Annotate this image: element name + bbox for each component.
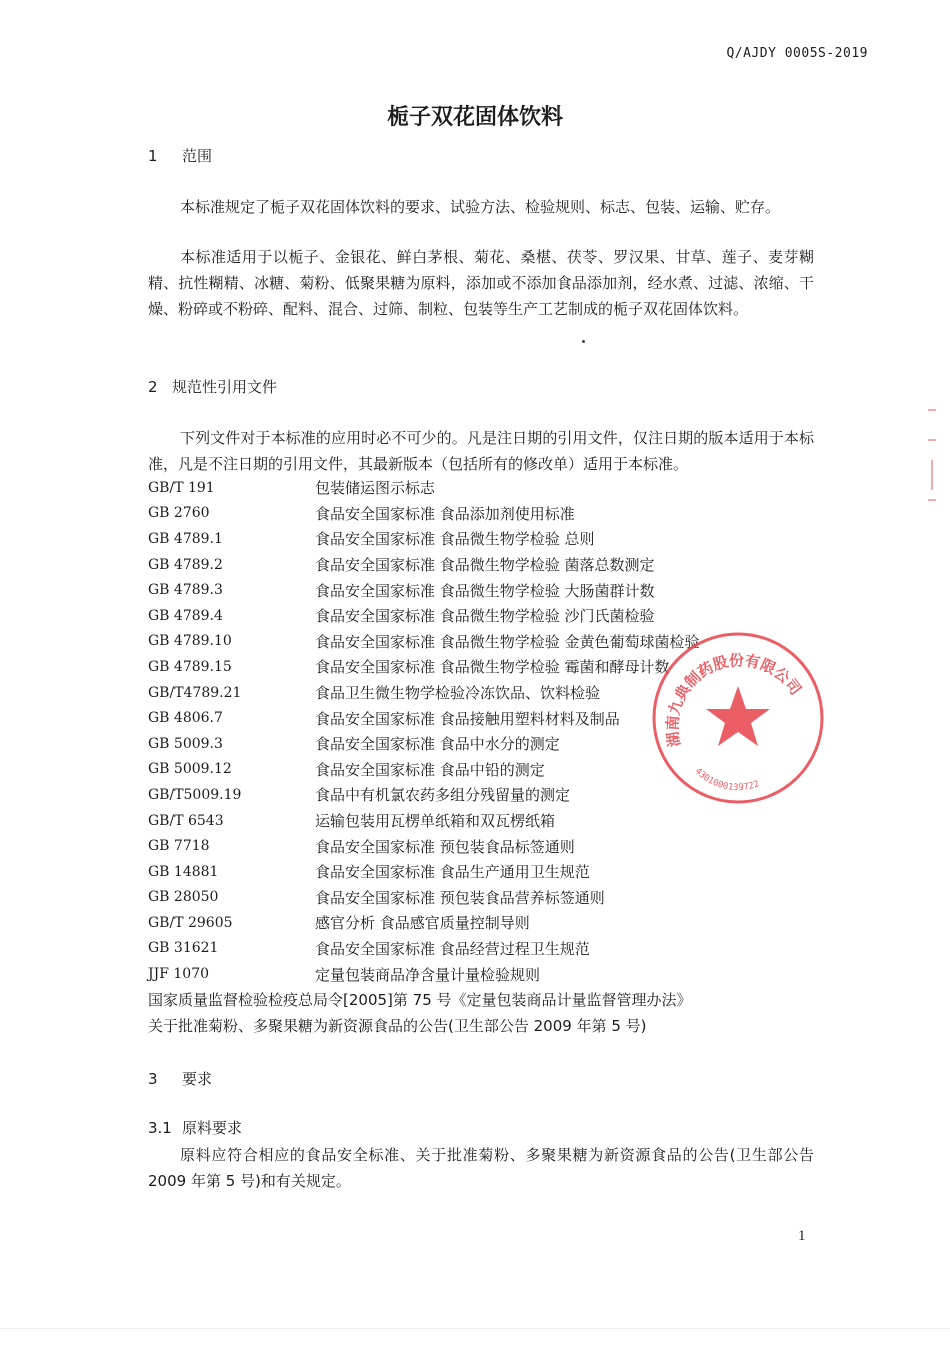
scan-speck — [582, 340, 585, 343]
reference-title: 食品中有机氯农药多组分残留量的测定 — [315, 786, 571, 805]
reference-title: 食品安全国家标准 食品添加剂使用标准 — [315, 504, 575, 523]
section-3-number: 3 — [148, 1070, 158, 1088]
reference-title: 食品安全国家标准 食品生产通用卫生规范 — [315, 863, 590, 882]
reference-row — [148, 577, 818, 603]
reference-row — [148, 910, 818, 936]
reference-title: 食品安全国家标准 食品经营过程卫生规范 — [315, 939, 590, 958]
reference-title: 食品安全国家标准 预包装食品标签通则 — [315, 837, 575, 856]
reference-title: 食品安全国家标准 食品微生物学检验 大肠菌群计数 — [315, 581, 655, 600]
reference-row — [148, 961, 818, 987]
reference-title: 食品安全国家标准 食品中水分的测定 — [315, 735, 560, 754]
reference-title: 食品安全国家标准 食品微生物学检验 金黄色葡萄球菌检验 — [315, 632, 700, 651]
reference-code: GB 4789.3 — [148, 582, 223, 599]
reference-title: 食品安全国家标准 食品微生物学检验 沙门氏菌检验 — [315, 607, 655, 626]
reference-title: 食品安全国家标准 食品微生物学检验 菌落总数测定 — [315, 556, 655, 575]
section-2-intro: 下列文件对于本标准的应用时必不可少的。凡是注日期的引用文件，仅注日期的版本适用于本标准，凡是不注日期的引用文件，其最新版本（包括所有的修改单）适用于本标准。 — [148, 429, 814, 473]
section-3-title: 要求 — [182, 1070, 213, 1088]
document-title: 栀子双花固体饮料 — [386, 105, 563, 130]
reference-title: 食品安全国家标准 食品接触用塑料材料及制品 — [315, 709, 620, 728]
reference-extra-1: 国家质量监督检验检疫总局令[2005]第 75 号《定量包装商品计量监督管理办法》 — [148, 991, 692, 1009]
section-1-title: 范围 — [182, 147, 213, 165]
reference-code: GB 5009.3 — [148, 735, 223, 752]
reference-code: GB 28050 — [148, 889, 219, 906]
reference-title: 食品安全国家标准 食品微生物学检验 总则 — [315, 530, 595, 549]
reference-row — [148, 603, 818, 629]
reference-row — [148, 501, 818, 527]
subsection-3-1-title: 原料要求 — [182, 1119, 243, 1137]
reference-code: GB 4806.7 — [148, 710, 223, 727]
reference-row — [148, 526, 818, 552]
reference-code: GB/T 29605 — [148, 914, 233, 931]
reference-row — [148, 833, 818, 859]
subsection-3-1-heading — [148, 1117, 242, 1138]
section-1-paragraph-2: 本标准适用于以栀子、金银花、鲜白茅根、菊花、桑椹、茯苓、罗汉果、甘草、莲子、麦芽糊精、抗性糊精、冰糖、菊粉、低聚果糖为原料，添加或不添加食品添加剂，经水煮、过滤、浓缩、干燥、粉碎或不粉碎、配料、混合、过筛、制粒、包装等生产工艺制成的栀子双花固体饮料。 — [148, 248, 814, 318]
reference-code: GB 4789.4 — [148, 607, 223, 624]
section-1-paragraph-1: 本标准规定了栀子双花固体饮料的要求、试验方法、检验规则、标志、包装、运输、贮存。 — [180, 198, 781, 216]
reference-row — [148, 808, 818, 834]
reference-code: GB/T5009.19 — [148, 786, 242, 803]
section-2-title: 规范性引用文件 — [172, 378, 278, 396]
page-number: 1 — [798, 1228, 806, 1244]
reference-title: 包装储运图示标志 — [315, 479, 436, 498]
reference-code: GB 7718 — [148, 838, 210, 855]
binding-edge-mark-icon — [922, 400, 942, 520]
reference-code: GB 2760 — [148, 505, 210, 522]
seal-star-icon — [706, 686, 770, 746]
reference-code: JJF 1070 — [148, 966, 210, 983]
standard-code: Q/AJDY 0005S-2019 — [726, 46, 868, 61]
reference-title: 食品安全国家标准 食品微生物学检验 霉菌和酵母计数 — [315, 658, 670, 677]
reference-title: 食品安全国家标准 预包装食品营养标签通则 — [315, 888, 605, 907]
reference-title: 运输包装用瓦楞单纸箱和双瓦楞纸箱 — [315, 812, 556, 831]
reference-row — [148, 552, 818, 578]
section-2-heading — [148, 376, 277, 397]
seal-text: 湖南九典制药股份有限公司 — [663, 651, 805, 749]
seal-number: 4301000139722 — [692, 766, 761, 794]
reference-code: GB 14881 — [148, 863, 219, 880]
reference-code: GB 4789.15 — [148, 658, 232, 675]
reference-code: GB 4789.1 — [148, 530, 223, 547]
reference-row — [148, 885, 818, 911]
reference-extra-2: 关于批准菊粉、多聚果糖为新资源食品的公告(卫生部公告 2009 年第 5 号) — [148, 1017, 647, 1035]
reference-row — [148, 859, 818, 885]
reference-code: GB/T4789.21 — [148, 684, 242, 701]
section-1-number: 1 — [148, 147, 158, 165]
reference-row — [148, 475, 818, 501]
reference-code: GB 4789.2 — [148, 556, 223, 573]
reference-code: GB 31621 — [148, 940, 219, 957]
section-1-heading — [148, 145, 212, 166]
reference-row — [148, 936, 818, 962]
reference-code: GB/T 6543 — [148, 812, 224, 829]
section-3-heading — [148, 1068, 212, 1089]
reference-code: GB 5009.12 — [148, 761, 232, 778]
company-seal — [650, 630, 826, 806]
reference-title: 食品卫生微生物学检验冷冻饮品、饮料检验 — [315, 684, 601, 703]
subsection-3-1-number: 3.1 — [148, 1119, 172, 1137]
reference-code: GB/T 191 — [148, 479, 215, 496]
footer-divider — [0, 1328, 950, 1329]
reference-title: 食品安全国家标准 食品中铅的测定 — [315, 760, 545, 779]
reference-title: 感官分析 食品感官质量控制导则 — [315, 914, 530, 933]
section-2-number: 2 — [148, 378, 158, 396]
reference-code: GB 4789.10 — [148, 633, 232, 650]
subsection-3-1-paragraph: 原料应符合相应的食品安全标准、关于批准菊粉、多聚果糖为新资源食品的公告(卫生部公告 2009 年第 5 号)和有关规定。 — [148, 1146, 814, 1190]
reference-title: 定量包装商品净含量计量检验规则 — [315, 965, 541, 984]
